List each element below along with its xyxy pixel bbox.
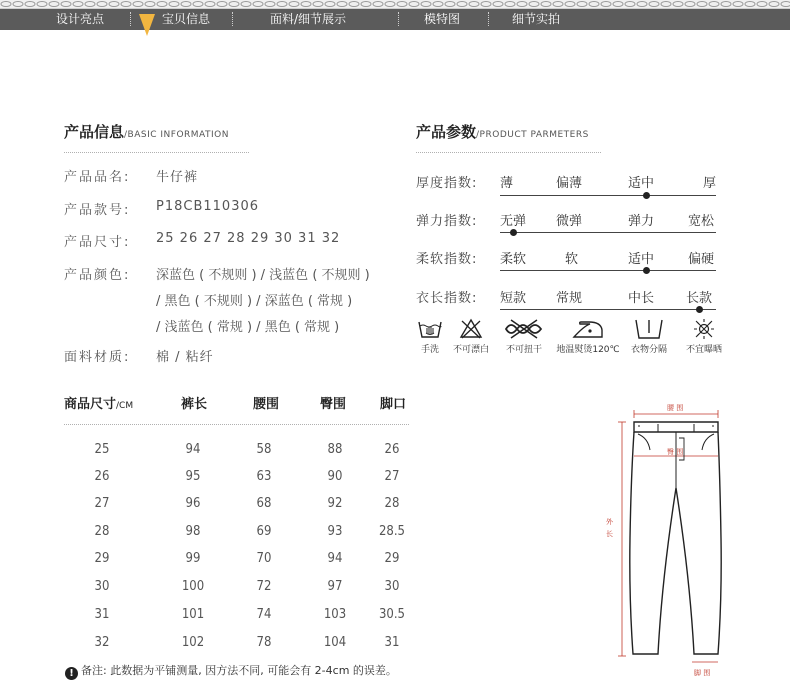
table-cell: 104 [323,635,347,650]
care-item-separate [624,318,674,355]
table-cell: 25 [94,442,110,457]
product-params-title [416,121,589,142]
table-cell: 26 [94,469,110,484]
table-cell: 26 [384,442,400,457]
top-nav-bar [0,0,790,30]
column-header: 臀围 [320,397,347,412]
nav-tab-details[interactable]: 细节实拍 [512,12,561,26]
table-cell: 31 [384,635,400,650]
table-cell: 28 [94,524,110,539]
decorative-border [0,0,790,9]
table-cell: 30.5 [378,607,406,622]
param-label-thickness: 厚度指数: [416,176,478,191]
param-indicator-dot [643,192,650,199]
info-label-size: 产品尺寸: [64,235,131,250]
care-item-no-bleach [446,318,496,355]
section-title-text: 产品参数 [416,123,477,141]
table-cell: 74 [256,607,272,622]
table-cell: 30 [94,579,110,594]
care-item-iron [556,318,620,355]
param-scale-line [500,270,716,271]
table-cell: 103 [323,607,347,622]
table-cell: 94 [327,551,343,566]
table-title-text: 商品尺寸 [64,397,117,412]
warning-icon: ! [65,667,78,680]
param-option: 软 [565,252,579,267]
hem-label: 脚 围 [694,669,711,677]
table-cell: 97 [327,579,343,594]
info-value-color-3: / 浅蓝色 ( 常规 ) / 黑色 ( 常规 ) [156,320,340,335]
info-value-material: 棉 / 粘纤 [156,350,214,365]
nav-tab-model[interactable]: 模特图 [424,12,461,26]
care-label: 衣物分隔 [630,345,667,355]
info-value-color: 深蓝色 ( 不规则 ) / 浅蓝色 ( 不规则 ) [156,268,370,283]
info-label-sku: 产品款号: [64,203,131,218]
divider [416,152,601,153]
divider [64,152,249,153]
low-iron-icon [571,318,605,340]
table-cell: 29 [384,551,400,566]
product-info-title [64,121,229,142]
table-cell: 101 [181,607,205,622]
section-title-text: 产品信息 [64,123,125,141]
param-scale-line [500,232,716,233]
column-header: 脚口 [380,397,407,412]
table-cell: 92 [327,496,343,511]
table-cell: 78 [256,635,272,650]
info-value-sku: P18CB110306 [156,199,260,214]
info-label-material: 面料材质: [64,350,131,365]
section-subtitle: /BASIC INFORMATION [124,130,229,140]
table-cell: 100 [181,579,205,594]
table-cell: 98 [185,524,201,539]
table-cell: 28 [384,496,400,511]
param-label-length: 衣长指数: [416,291,478,306]
param-option: 偏薄 [556,176,583,191]
nav-divider [130,12,131,26]
table-cell: 99 [185,551,201,566]
table-cell: 90 [327,469,343,484]
info-label-name: 产品品名: [64,170,131,185]
section-subtitle: /PRODUCT PARMETERS [476,130,589,140]
active-tab-arrow-icon [139,14,155,36]
separate-wash-icon [632,318,666,340]
param-option: 适中 [628,252,655,267]
size-table-title [64,393,133,412]
param-option: 适中 [628,176,655,191]
table-cell: 58 [256,442,272,457]
param-option: 弹力 [628,214,655,229]
nav-tab-design[interactable]: 设计亮点 [56,12,105,26]
table-cell: 27 [94,496,110,511]
param-option: 薄 [500,176,514,191]
table-cell: 96 [185,496,201,511]
care-item-no-wring [500,318,548,355]
care-label: 手洗 [420,345,439,355]
table-cell: 102 [181,635,205,650]
divider [64,424,409,425]
outer-length-label: 外长 [606,518,613,538]
waist-label: 腰 围 [667,404,684,412]
table-cell: 94 [185,442,201,457]
param-option: 微弹 [556,214,583,229]
care-item-hand-wash [414,318,446,355]
note-text: 备注: 此数据为平铺测量, 因方法不同, 可能会有 2-4cm 的误差。 [81,664,397,677]
info-value-size: 25 26 27 28 29 30 31 32 [156,231,341,246]
table-cell: 63 [256,469,272,484]
param-option: 常规 [556,291,583,306]
measurement-note [65,662,397,680]
param-option: 无弹 [500,214,527,229]
table-cell: 29 [94,551,110,566]
table-cell: 70 [256,551,272,566]
param-option: 长款 [686,291,713,306]
info-label-color: 产品颜色: [64,268,131,283]
no-bleach-icon [459,318,483,340]
param-indicator-dot [510,229,517,236]
info-value-color-2: / 黑色 ( 不规则 ) / 深蓝色 ( 常规 ) [156,294,353,309]
care-label: 地温熨烫120℃ [556,345,620,355]
table-cell: 28.5 [378,524,406,539]
pants-measurement-diagram [600,398,730,687]
param-label-softness: 柔软指数: [416,252,478,267]
care-label: 不宜曝晒 [685,345,722,355]
param-scale-line [500,309,716,310]
param-option: 短款 [500,291,527,306]
nav-divider [232,12,233,26]
param-option: 中长 [628,291,655,306]
table-cell: 68 [256,496,272,511]
table-cell: 30 [384,579,400,594]
table-cell: 93 [327,524,343,539]
no-sun-icon [693,318,715,340]
table-unit: /CM [116,401,134,411]
param-option: 柔软 [500,252,527,267]
table-cell: 88 [327,442,343,457]
care-label: 不可漂白 [452,345,489,355]
param-indicator-dot [643,267,650,274]
param-option: 偏硬 [688,252,715,267]
column-header: 裤长 [181,397,208,412]
hand-wash-icon [418,318,442,340]
table-cell: 31 [94,607,110,622]
care-item-no-sun [678,318,730,355]
param-label-elasticity: 弹力指数: [416,214,478,229]
hip-label: 臀 围 [667,448,684,456]
table-cell: 95 [185,469,201,484]
column-header: 腰围 [253,397,280,412]
table-cell: 72 [256,579,272,594]
nav-tab-fabric[interactable]: 面料/细节展示 [270,12,347,26]
table-cell: 27 [384,469,400,484]
table-cell: 69 [256,524,272,539]
param-option: 厚 [703,176,717,191]
nav-divider [398,12,399,26]
chain-pattern [0,0,790,8]
table-cell: 32 [94,635,110,650]
care-label: 不可扭干 [505,345,542,355]
param-option: 宽松 [688,214,715,229]
jeans-outline-icon [600,398,730,683]
nav-tab-product-info[interactable]: 宝贝信息 [162,12,211,26]
param-scale-line [500,195,716,196]
no-wring-icon [503,318,545,340]
info-value-name: 牛仔裤 [156,170,199,185]
param-indicator-dot [696,306,703,313]
nav-divider [488,12,489,26]
